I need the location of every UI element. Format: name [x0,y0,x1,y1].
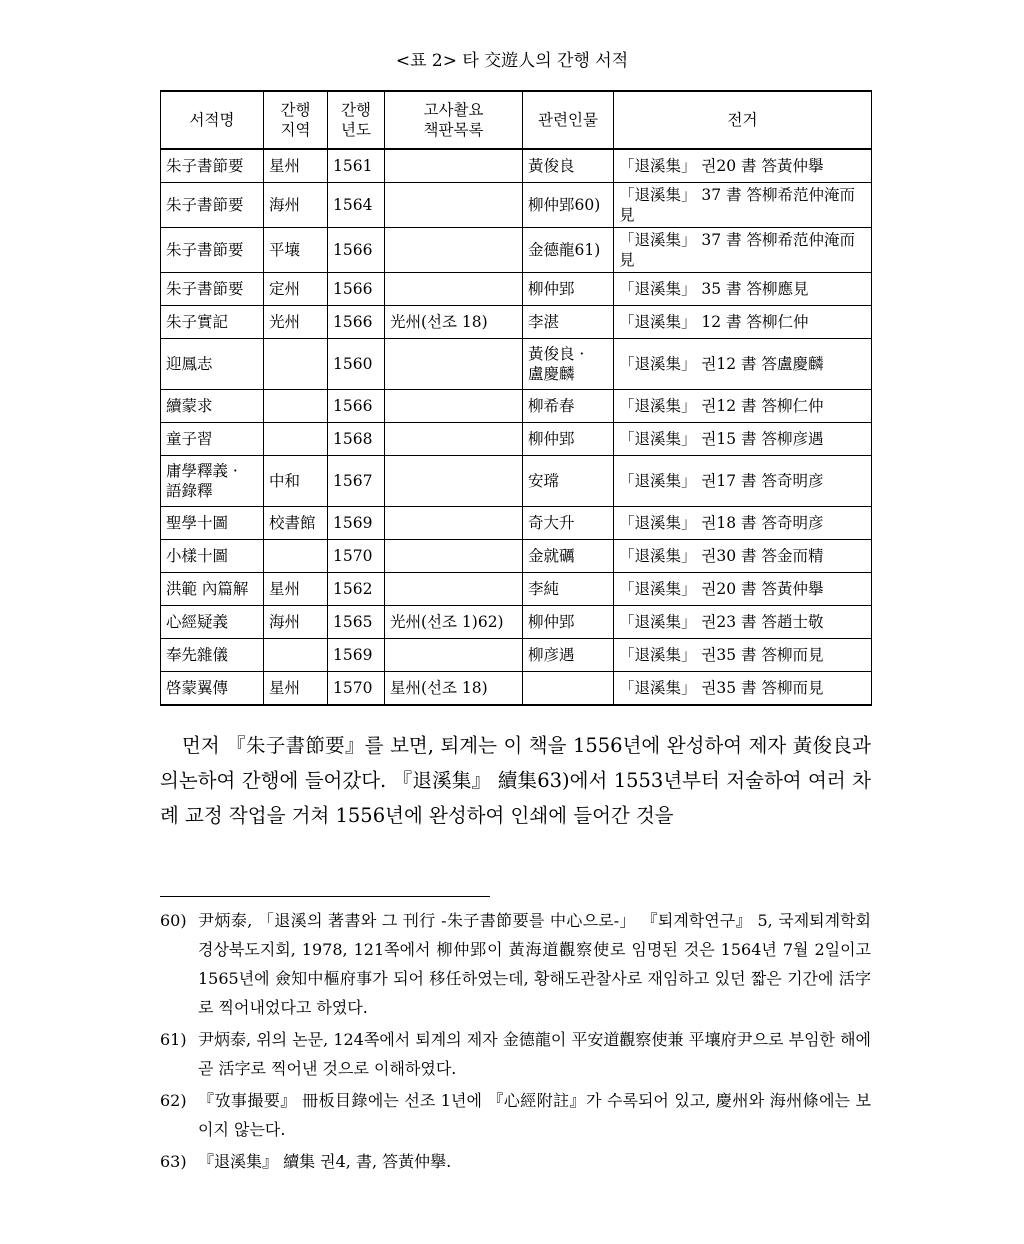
footnote-text: 『攷事撮要』 冊板目錄에는 선조 1년에 『心經附註』가 수록되어 있고, 慶州와 海州條에는 보이지 않는다. [198,1091,871,1139]
cell-source: 「退溪集」 권15 書 答柳彦遇 [614,423,872,456]
cell-catalog [385,228,523,273]
footnotes [160,906,871,1179]
cell-catalog [385,339,523,390]
cell-year: 1564 [328,183,385,228]
table-row [161,639,872,672]
cell-catalog [385,540,523,573]
cell-catalog [385,573,523,606]
cell-title: 朱子實記 [161,306,264,339]
cell-region: 校書館 [264,507,328,540]
cell-source: 「退溪集」 12 書 答柳仁仲 [614,306,872,339]
cell-year: 1566 [328,228,385,273]
table-row [161,149,872,183]
cell-region [264,339,328,390]
cell-person: 柳仲郢 [523,423,614,456]
cell-title: 童子習 [161,423,264,456]
cell-person: 柳仲郢 [523,273,614,306]
cell-year: 1560 [328,339,385,390]
cell-source: 「退溪集」 권30 書 答金而精 [614,540,872,573]
cell-person: 柳彦遇 [523,639,614,672]
cell-year: 1570 [328,540,385,573]
cell-title: 朱子書節要 [161,183,264,228]
cell-region: 海州 [264,606,328,639]
footnote [160,906,871,1022]
cell-person: 李湛 [523,306,614,339]
cell-region: 星州 [264,149,328,183]
cell-title: 朱子書節要 [161,228,264,273]
cell-source: 「退溪集」 37 書 答柳希范仲淹而見 [614,228,872,273]
table-row [161,390,872,423]
footnote-text: 尹炳泰, 「退溪의 著書와 그 刊行 -朱子書節要를 中心으로-」 『퇴계학연구』 5, 국제퇴계학회 경상북도지회, 1978, 121쪽에서 柳仲郢이 黃海道觀察使로 임명된 것은 1564년 7월 2일이고 1565년에 僉知中樞府事가 되어 移任하였는데, 황해도관찰사로 재임하고 있던 짧은 기간에 活字로 찍어내었다고 하였다. [198,911,871,1017]
cell-title: 庸學釋義 · 語錄釋 [161,456,264,507]
cell-region: 光州 [264,306,328,339]
cell-source: 「退溪集」 권23 書 答趙士敬 [614,606,872,639]
cell-source: 「退溪集」 권18 書 答奇明彦 [614,507,872,540]
cell-person: 柳仲郢 [523,606,614,639]
body-paragraph: 먼저 『朱子書節要』를 보면, 퇴계는 이 책을 1556년에 완성하여 제자 黃俊良과 의논하여 간행에 들어갔다. 『退溪集』 續集63)에서 1553년부터 저술하여 여러 차례 교정 작업을 거쳐 1556년에 완성하여 인쇄에 들어간 것을 [160,734,871,827]
cell-region: 中和 [264,456,328,507]
footnote-number: 62) [160,1091,187,1110]
body-paragraph-block [160,728,871,833]
footnote-text: 尹炳泰, 위의 논문, 124쪽에서 퇴계의 제자 金德龍이 平安道觀察使兼 平壤府尹으로 부임한 해에 곧 活字로 찍어낸 것으로 이해하였다. [198,1030,871,1078]
table-row [161,423,872,456]
cell-year: 1566 [328,390,385,423]
cell-year: 1570 [328,672,385,706]
cell-year: 1569 [328,639,385,672]
cell-region: 平壤 [264,228,328,273]
cell-person: 柳希春 [523,390,614,423]
table-row [161,228,872,273]
cell-source: 「退溪集」 권20 書 答黃仲擧 [614,573,872,606]
footnote-text: 『退溪集』 續集 권4, 書, 答黃仲擧. [198,1152,452,1171]
footnote [160,1086,871,1144]
cell-year: 1568 [328,423,385,456]
table-row [161,606,872,639]
cell-title: 朱子書節要 [161,149,264,183]
cell-source: 「退溪集」 권12 書 答柳仁仲 [614,390,872,423]
table-row [161,456,872,507]
cell-year: 1566 [328,273,385,306]
header-catalog: 고사촬요 책판목록 [385,91,523,149]
cell-catalog [385,149,523,183]
cell-region [264,639,328,672]
cell-catalog [385,273,523,306]
cell-source: 「退溪集」 권35 書 答柳而見 [614,639,872,672]
table-row [161,540,872,573]
table-header-row [161,91,872,149]
footnote-number: 61) [160,1030,187,1049]
cell-catalog: 星州(선조 18) [385,672,523,706]
cell-region: 定州 [264,273,328,306]
cell-year: 1561 [328,149,385,183]
table-caption: <표 2> 타 交遊人의 간행 서적 [395,51,629,71]
table-row [161,573,872,606]
cell-source: 「退溪集」 권35 書 答柳而見 [614,672,872,706]
cell-region: 星州 [264,672,328,706]
cell-catalog: 光州(선조 18) [385,306,523,339]
cell-year: 1566 [328,306,385,339]
table-row [161,507,872,540]
cell-title: 迎鳳志 [161,339,264,390]
cell-title: 奉先雜儀 [161,639,264,672]
cell-region: 星州 [264,573,328,606]
cell-title: 啓蒙翼傳 [161,672,264,706]
cell-catalog [385,423,523,456]
header-title: 서적명 [161,91,264,149]
header-source: 전거 [614,91,872,149]
cell-title: 朱子書節要 [161,273,264,306]
cell-year: 1569 [328,507,385,540]
cell-person: 黃俊良 · 盧慶麟 [523,339,614,390]
table-row [161,183,872,228]
books-table [160,90,872,706]
cell-year: 1562 [328,573,385,606]
cell-region [264,390,328,423]
cell-catalog [385,507,523,540]
cell-person: 安瑺 [523,456,614,507]
cell-region [264,423,328,456]
cell-person: 柳仲郢60) [523,183,614,228]
cell-source: 「退溪集」 37 書 答柳希范仲淹而見 [614,183,872,228]
footnote-number: 63) [160,1152,187,1171]
cell-title: 心經疑義 [161,606,264,639]
cell-region [264,540,328,573]
table-row [161,273,872,306]
cell-title: 聖學十圖 [161,507,264,540]
cell-source: 「退溪集」 35 書 答柳應見 [614,273,872,306]
cell-region: 海州 [264,183,328,228]
cell-person: 黃俊良 [523,149,614,183]
cell-year: 1565 [328,606,385,639]
cell-catalog [385,183,523,228]
cell-source: 「退溪集」 권20 書 答黃仲擧 [614,149,872,183]
footnote [160,1147,871,1176]
cell-catalog [385,456,523,507]
header-year: 간행 년도 [328,91,385,149]
cell-catalog [385,390,523,423]
cell-person: 金德龍61) [523,228,614,273]
header-region: 간행 지역 [264,91,328,149]
cell-person: 奇大升 [523,507,614,540]
header-person: 관련인물 [523,91,614,149]
cell-catalog [385,639,523,672]
cell-source: 「退溪集」 권17 書 答奇明彦 [614,456,872,507]
footnote-divider [160,896,490,897]
table-row [161,306,872,339]
cell-year: 1567 [328,456,385,507]
cell-catalog: 光州(선조 1)62) [385,606,523,639]
table-row [161,339,872,390]
cell-person [523,672,614,706]
cell-title: 洪範 內篇解 [161,573,264,606]
footnote [160,1025,871,1083]
cell-title: 續蒙求 [161,390,264,423]
cell-person: 李純 [523,573,614,606]
cell-source: 「退溪集」 권12 書 答盧慶麟 [614,339,872,390]
footnote-number: 60) [160,911,187,930]
table-row [161,672,872,706]
cell-person: 金就礪 [523,540,614,573]
cell-title: 小樣十圖 [161,540,264,573]
